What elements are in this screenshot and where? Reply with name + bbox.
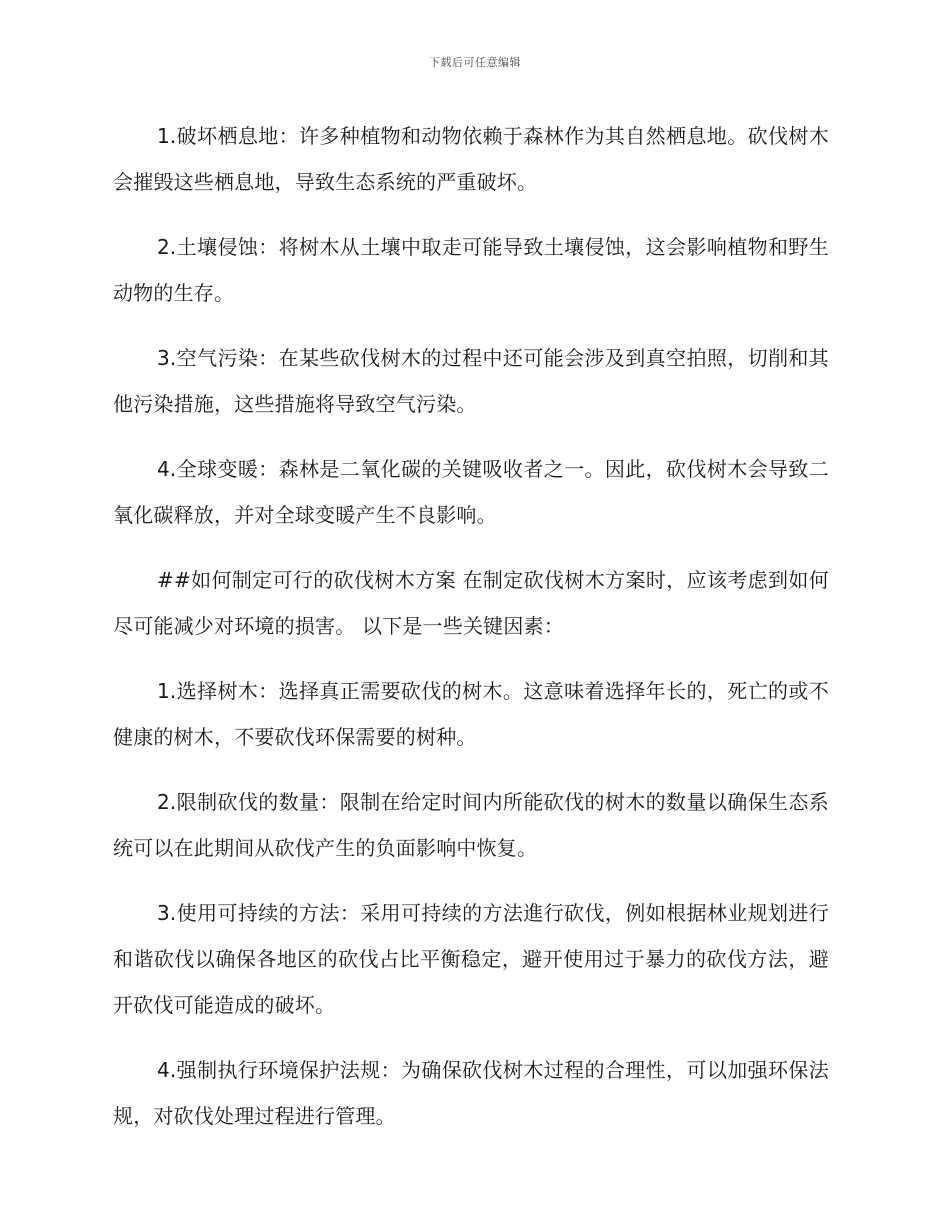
paragraph-sustainable-methods: 3.使用可持续的方法：采用可持续的方法進行砍伐，例如根据林业规划进行和谐砍伐以确保各地区的砍伐占比平衡稳定，避开使用过于暴力的砍伐方法，避开砍伐可能造成的破坏。 xyxy=(113,901,829,1017)
paragraph-select-trees: 1.选择树木：选择真正需要砍伐的树木。这意味着选择年长的，死亡的或不健康的树木，不要砍伐环保需要的树种。 xyxy=(113,679,829,749)
paragraph-air-pollution: 3.空气污染：在某些砍伐树木的过程中还可能会涉及到真空拍照，切削和其他污染措施，这些措施将导致空气污染。 xyxy=(113,346,829,416)
paragraph-habitat-destruction: 1.破坏栖息地：许多种植物和动物依赖于森林作为其自然栖息地。砍伐树木会摧毁这些栖息地，导致生态系统的严重破坏。 xyxy=(113,124,829,194)
paragraph-limit-quantity: 2.限制砍伐的数量：限制在给定时间内所能砍伐的树木的数量以确保生态系统可以在此期间从砍伐产生的负面影响中恢复。 xyxy=(113,790,829,860)
document-body xyxy=(113,113,829,1158)
paragraph-section-heading: ##如何制定可行的砍伐树木方案 在制定砍伐树木方案时，应该考虑到如何尽可能减少对环境的损害。 以下是一些关键因素： xyxy=(113,568,829,638)
paragraph-enforce-regulations: 4.强制执行环境保护法规：为确保砍伐树木过程的合理性，可以加强环保法规，对砍伐处理过程进行管理。 xyxy=(113,1058,829,1128)
page-header: 下载后可任意编辑 xyxy=(429,56,521,69)
paragraph-soil-erosion: 2.土壤侵蚀：将树木从土壤中取走可能导致土壤侵蚀，这会影响植物和野生动物的生存。 xyxy=(113,235,829,305)
paragraph-global-warming: 4.全球变暖：森林是二氧化碳的关键吸收者之一。因此，砍伐树木会导致二氧化碳释放，并对全球变暖产生不良影响。 xyxy=(113,457,829,527)
